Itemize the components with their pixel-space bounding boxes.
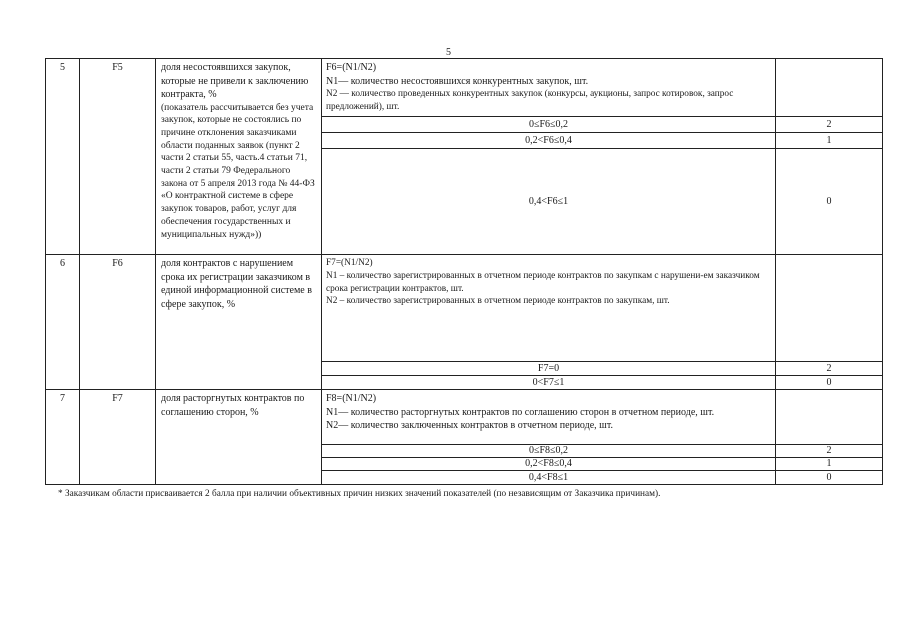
- score-empty: [776, 390, 883, 445]
- range-score: 2: [776, 445, 883, 458]
- description-main: доля расторгнутых контрактов по соглашению сторон, %: [161, 393, 305, 418]
- row-number: 6: [46, 255, 80, 390]
- range-score: 2: [776, 362, 883, 376]
- indicator-description: [156, 390, 322, 485]
- formula-n2: N2— количество заключенных контрактов в отчетном периоде, шт.: [326, 420, 613, 431]
- description-note: (показатель рассчитывается без учета закупок, которые не состоялись по причине отклонения заказчиками области поданных заявок (пункт 2 части 2 статьи 55, часть.4 статьи 71, части 2 статьи 79 Федерального закона от 5 апреля 2013 года № 44-ФЗ «О контрактной системе в сфере закупок товаров, работ, услуг для обеспечения государственных и муниципальных нужд»)): [161, 102, 315, 240]
- row-number: 5: [46, 59, 80, 255]
- formula-n2: N2 – количество зарегистрированных в отчетном периоде контрактов по закупкам, шт.: [326, 296, 670, 307]
- description-main: доля контрактов с нарушением срока их регистрации заказчиком в единой информационной системе в сфере закупок, %: [161, 258, 312, 310]
- range-condition: 0,2<F8≤0,4: [322, 458, 776, 471]
- range-condition: 0≤F8≤0,2: [322, 445, 776, 458]
- range-condition: 0,4<F8≤1: [322, 471, 776, 485]
- range-condition: 0,2<F6≤0,4: [322, 133, 776, 149]
- formula: F6=(N1/N2): [326, 62, 377, 73]
- range-score: 1: [776, 458, 883, 471]
- page-number: 5: [446, 47, 451, 58]
- formula-n2: N2 — количество проведенных конкурентных закупок (конкурсы, аукционы, запрос котировок, запрос предложений), шт.: [326, 89, 734, 112]
- range-score: 0: [776, 471, 883, 485]
- range-condition: 0,4<F6≤1: [322, 149, 776, 255]
- formula: F8=(N1/N2): [326, 393, 377, 404]
- indicator-description: [156, 255, 322, 390]
- range-score: 1: [776, 133, 883, 149]
- table-row: [46, 59, 883, 117]
- formula-cell: [322, 255, 776, 362]
- row-number: 7: [46, 390, 80, 485]
- range-condition: F7=0: [322, 362, 776, 376]
- formula-cell: [322, 390, 776, 445]
- score-empty: [776, 59, 883, 117]
- table-row: [46, 255, 883, 362]
- footnote: * Заказчикам области присваивается 2 балла при наличии объективных причин низких значений показателей (по независящим от Заказчика причинам).: [58, 489, 661, 499]
- range-score: 2: [776, 117, 883, 133]
- formula: F7=(N1/N2): [326, 258, 373, 268]
- indicator-code: F7: [80, 390, 156, 485]
- indicator-code: F5: [80, 59, 156, 255]
- score-empty: [776, 255, 883, 362]
- range-score: 0: [776, 376, 883, 390]
- description-main: доля несостоявшихся закупок, которые не привели к заключению контракта, %: [161, 62, 309, 100]
- formula-n1: N1— количество несостоявшихся конкурентных закупок, шт.: [326, 75, 589, 87]
- formula-n1: N1 – количество зарегистрированных в отчетном периоде контрактов по закупкам с нарушени-ем заказчиком срока регистрации контрактов, шт.: [326, 270, 760, 294]
- indicator-description: [156, 59, 322, 255]
- range-condition: 0<F7≤1: [322, 376, 776, 390]
- table-row: [46, 390, 883, 445]
- indicators-table: [45, 58, 883, 485]
- formula-n1: N1— количество расторгнутых контрактов по соглашению сторон в отчетном периоде, шт.: [326, 406, 715, 418]
- range-condition: 0≤F6≤0,2: [322, 117, 776, 133]
- indicator-code: F6: [80, 255, 156, 390]
- formula-cell: [322, 59, 776, 117]
- range-score: 0: [776, 149, 883, 255]
